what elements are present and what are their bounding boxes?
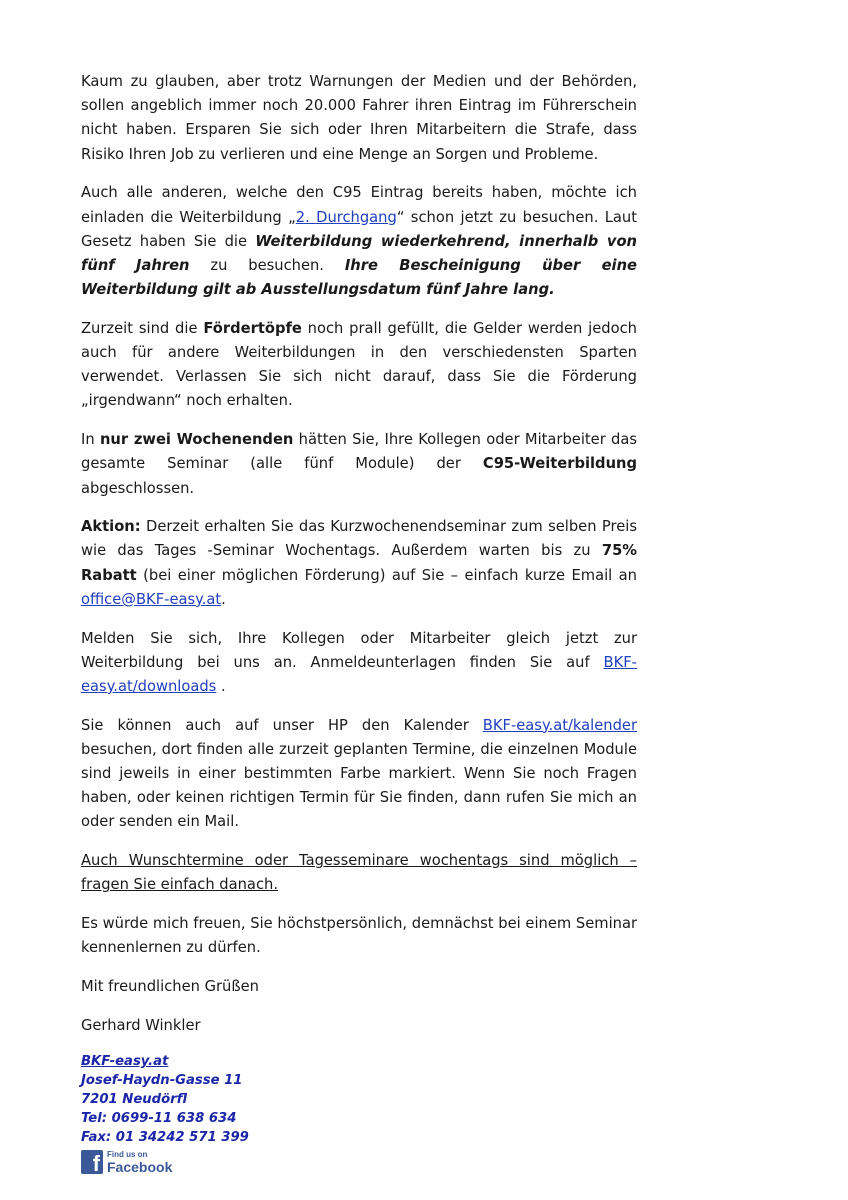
- bold-text: nur zwei Wochenenden: [99, 431, 294, 449]
- contact-fax: Fax: 01 34242 571 399: [81, 1130, 249, 1146]
- paragraph-register: [81, 627, 637, 700]
- bold-text: Fördertöpfe: [203, 319, 302, 337]
- paragraph-funding: [81, 317, 637, 414]
- text: In: [81, 431, 100, 449]
- signature-name: Gerhard Winkler: [81, 1016, 201, 1034]
- facebook-small-label: Find us on: [107, 1149, 148, 1159]
- contact-tel: Tel: 0699-11 638 634: [81, 1111, 237, 1127]
- bold-text: 75% Rabatt: [81, 542, 637, 584]
- emphasis: Ihre Bescheinigung über eine Weiterbildung gilt ab Ausstellungsdatum fünf Jahre lang.: [81, 256, 637, 299]
- paragraph-weekends: [81, 428, 637, 501]
- contact-city: 7201 Neudörfl: [81, 1092, 188, 1108]
- text: besuchen, dort finden alle zurzeit geplanten Termine, die einzelnen Module sind jeweils in einer bestimmten Farbe markiert. Wenn Sie noch Fragen haben, oder keinen richtigen Termin für Sie finden, dann rufen Sie mich an oder senden ein Mail.: [81, 740, 637, 831]
- contact-street: Josef-Haydn-Gasse 11: [81, 1073, 243, 1089]
- bold-text: C95-Weiterbildung: [482, 455, 637, 473]
- facebook-text: [107, 1151, 172, 1174]
- contact-block: [81, 1052, 637, 1147]
- text: .: [216, 677, 226, 695]
- text: abgeschlossen.: [81, 479, 195, 497]
- text: Melden Sie sich, Ihre Kollegen oder Mitarbeiter gleich jetzt zur Weiterbildung bei uns an. Anmeldeunterlagen finden Sie auf: [81, 629, 637, 671]
- paragraph-calendar: [81, 714, 637, 835]
- text: (bei einer möglichen Förderung) auf Sie – einfach kurze Email an: [136, 566, 637, 584]
- text: Sie können auch auf unser HP den Kalender: [81, 716, 483, 734]
- text: “ schon jetzt zu besuchen. Laut Gesetz haben Sie die: [81, 208, 637, 250]
- calendar-link[interactable]: BKF-easy.at/kalender: [482, 716, 637, 734]
- downloads-link[interactable]: BKF-easy.at/downloads: [81, 653, 637, 695]
- text: Zurzeit sind die: [81, 319, 204, 337]
- text: Auch alle anderen, welche den C95 Eintrag bereits haben, möchte ich einladen die Weiterbildung „: [81, 184, 637, 226]
- text: Derzeit erhalten Sie das Kurzwochenendseminar zum selben Preis wie das Tages -Seminar Wochentags. Außerdem warten bis zu: [81, 518, 637, 560]
- bold-text: Aktion:: [81, 518, 141, 536]
- company-link[interactable]: BKF-easy.at: [81, 1054, 169, 1070]
- text: zu besuchen.: [189, 256, 345, 274]
- text: noch prall gefüllt, die Gelder werden jedoch auch für andere Weiterbildungen in den verschiedensten Sparten verwendet. Verlassen Sie sich nicht darauf, dass Sie die Förderung „irgendwann“ noch erhalten.: [81, 319, 637, 410]
- paragraph-closing-wish: Es würde mich freuen, Sie höchstpersönlich, demnächst bei einem Seminar kennenlernen zu dürfen.: [81, 915, 637, 957]
- link-2-durchgang[interactable]: 2. Durchgang: [295, 208, 397, 226]
- closing-greeting: Mit freundlichen Grüßen: [81, 978, 259, 995]
- paragraph-warning: Kaum zu glauben, aber trotz Warnungen der Medien und der Behörden, sollen angeblich immer noch 20.000 Fahrer ihren Eintrag im Führerschein nicht haben. Ersparen Sie sich oder Ihren Mitarbeitern die Strafe, dass Risiko Ihren Job zu verlieren und eine Menge an Sorgen und Probleme.: [81, 73, 637, 163]
- email-link[interactable]: office@BKF-easy.at: [81, 590, 222, 608]
- text: .: [221, 590, 226, 608]
- emphasis: Weiterbildung wiederkehrend, innerhalb von fünf Jahren: [81, 232, 638, 274]
- paragraph-invitation: [81, 181, 637, 302]
- facebook-badge[interactable]: [81, 1149, 637, 1175]
- letter-body: [81, 70, 637, 1175]
- text: hätten Sie, Ihre Kollegen oder Mitarbeiter das gesamte Seminar (alle fünf Module) der: [81, 431, 637, 473]
- paragraph-wishdates: Auch Wunschtermine oder Tagesseminare wochentags sind möglich – fragen Sie einfach danach.: [81, 852, 637, 894]
- paragraph-aktion: [81, 515, 637, 612]
- facebook-big-label: Facebook: [107, 1158, 173, 1175]
- facebook-f-icon: f: [81, 1150, 103, 1174]
